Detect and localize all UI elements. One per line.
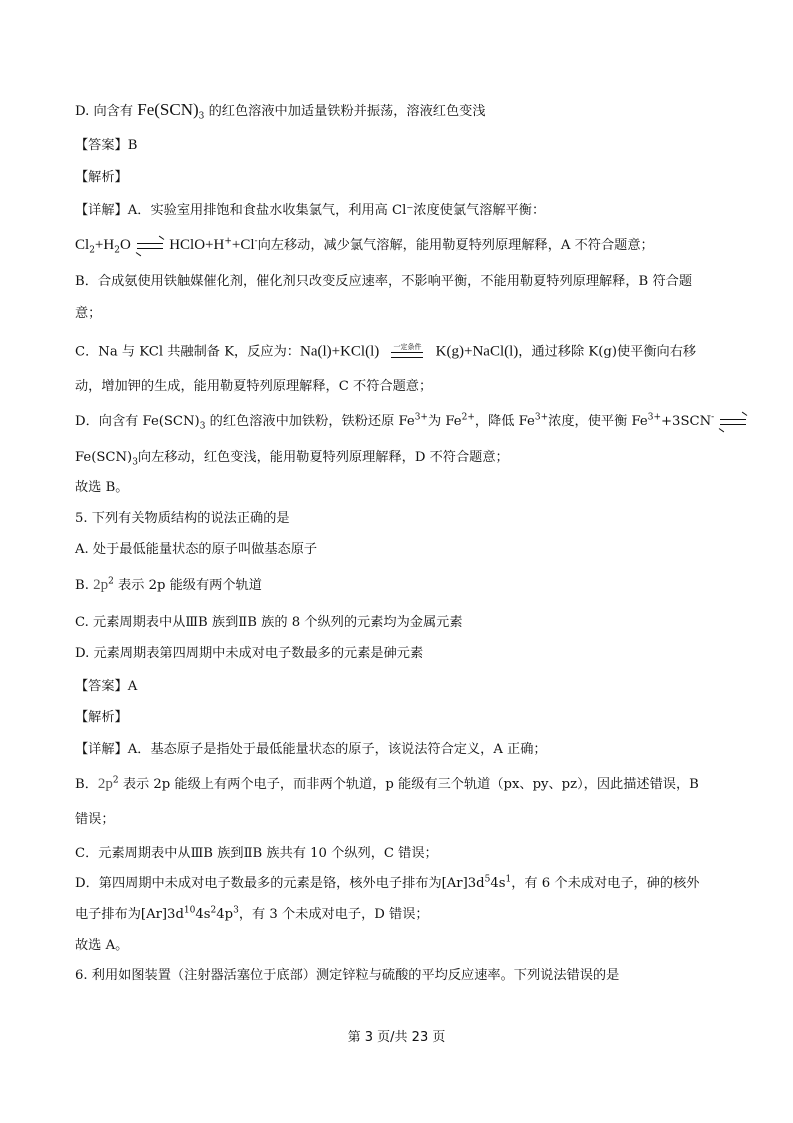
- equilibrium-arrow-icon: [137, 240, 163, 252]
- question-5-option-d: D. 元素周期表第四周期中未成对电子数最多的元素是砷元素: [75, 646, 424, 661]
- detail-d-line-2: D．第四周期中未成对电子数最多的元素是铬，核外电子排布为$[Ar]3d^54s^1$，有 6 个未成对电子，砷的核外: [75, 874, 700, 891]
- analysis-heading-2: 【解析】: [75, 710, 128, 725]
- detail-a-line-2: 【详解】A．基态原子是指处于最低能量状态的原子，该说法符合定义，A 正确；: [75, 742, 547, 757]
- question-5-option-c: C. 元素周期表中从ⅢB 族到ⅡB 族的 8 个纵列的元素均为金属元素: [75, 615, 463, 630]
- detail-b-line: B．合成氨使用铁触媒催化剂，催化剂只改变反应速率，不影响平衡，不能用勒夏特列原理解释，B 符合题: [75, 274, 693, 289]
- answer-line: 【答案】B: [75, 138, 138, 153]
- detail-b-line-2: B．$2p^2$ 表示 2p 能级上有两个电子，而非两个轨道，p 能级有三个轨道（px、py、pz），因此描述错误，B: [75, 775, 699, 792]
- conclusion-line-2: 故选 A。: [75, 938, 129, 953]
- detail-b-line-2-cont: 错误；: [75, 812, 115, 827]
- question-5-option-a: A. 处于最低能量状态的原子叫做基态原子: [75, 542, 318, 557]
- detail-c-line-cont: 动，增加钾的生成，能用勒夏特列原理解释，C 不符合题意；: [75, 379, 433, 394]
- page-footer: 第 3 页/共 23 页: [347, 1030, 446, 1045]
- question-6-stem: 6. 利用如图装置（注射器活塞位于底部）测定锌粒与硫酸的平均反应速率。下列说法错误的是: [75, 968, 620, 983]
- detail-c-line: C．Na 与 KCl 共融制备 K，反应为：Na(l)+KCl(l) 一定条件 K(g)+NaCl(l)，通过移除 K(g)使平衡向右移: [75, 340, 733, 364]
- question-5-stem: 5. 下列有关物质结构的说法正确的是: [75, 511, 290, 526]
- detail-d-line-2-cont: 电子排布为$[Ar]3d^{10}4s^24p^3$，有 3 个未成对电子，D 错误；: [75, 905, 429, 922]
- option-d-line: D. 向含有 $Fe(SCN)_3$ 的红色溶液中加适量铁粉并振荡，溶液红色变浅: [75, 100, 486, 122]
- question-5-option-b: B. $2p^2$ 表示 2p 能级有两个轨道: [75, 576, 262, 593]
- analysis-heading: 【解析】: [75, 170, 128, 185]
- equilibrium-arrow-icon: [720, 416, 746, 428]
- chlorine-equation-line: $Cl_2+H_2O$ HClO+H++Cl-向左移动，减少氯气溶解，能用勒夏特列原理解释，A 不符合题意；: [75, 236, 654, 256]
- conditional-equilibrium-arrow-icon: 一定条件: [393, 343, 422, 351]
- conclusion-line: 故选 B。: [75, 480, 129, 495]
- answer-line-2: 【答案】A: [75, 679, 138, 694]
- detail-b-line-cont: 意；: [75, 306, 102, 321]
- detail-d-line: D．向含有 $Fe(SCN)_3$ 的红色溶液中加铁粉，铁粉还原 $Fe^{3+}$为 $Fe^{2+}$，降低 $Fe^{3+}$浓度，使平衡 $Fe^{3+}+3SCN^-$: [75, 412, 733, 432]
- detail-c-line-2: C．元素周期表中从ⅢB 族到ⅡB 族共有 10 个纵列，C 错误；: [75, 846, 438, 861]
- detail-a-line: 【详解】A．实验室用排饱和食盐水收集氯气，利用高 Cl⁻浓度使氯气溶解平衡：: [75, 203, 546, 218]
- detail-d-line-cont: $Fe(SCN)_3$向左移动，红色变浅，能用勒夏特列原理解释，D 不符合题意；: [75, 450, 509, 468]
